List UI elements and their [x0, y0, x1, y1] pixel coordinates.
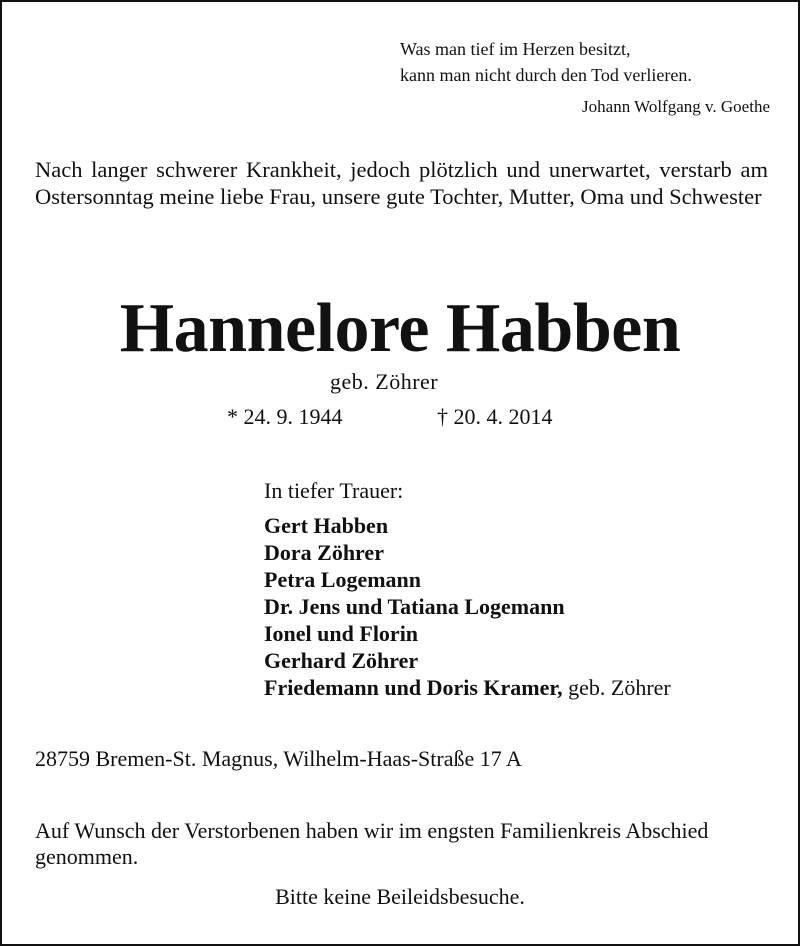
mourner-name: Gerhard Zöhrer	[264, 648, 419, 673]
mourner-name: Dr. Jens und Tatiana Logemann	[264, 594, 565, 619]
mourner-name: Gert Habben	[264, 513, 389, 538]
mourner-name-last	[264, 674, 671, 701]
no-visits-note: Bitte keine Beileidsbesuche.	[275, 884, 525, 909]
farewell-note: Auf Wunsch der Verstorbenen haben wir im engsten Familienkreis Abschied genommen.	[35, 818, 709, 869]
address: 28759 Bremen-St. Magnus, Wilhelm-Haas-Straße 17 A	[35, 746, 522, 771]
mourning-label: In tiefer Trauer:	[264, 478, 404, 503]
mourner-name: Friedemann und Doris Kramer,	[264, 675, 563, 700]
maiden-name: geb. Zöhrer	[330, 369, 439, 394]
mourner-name: Petra Logemann	[264, 567, 422, 592]
quote-line-2: kann man nicht durch den Tod verlieren.	[400, 65, 692, 85]
deceased-name: Hannelore Habben	[119, 290, 681, 367]
mourner-name: Dora Zöhrer	[264, 540, 384, 565]
goethe-quote	[400, 36, 692, 88]
mourner-suffix: geb. Zöhrer	[568, 675, 671, 700]
birth-date: * 24. 9. 1944	[227, 404, 343, 429]
death-date: † 20. 4. 2014	[437, 404, 553, 429]
intro-text: Nach langer schwerer Krankheit, jedoch plötzlich und unerwartet, verstarb am Ostersonntag meine liebe Frau, unsere gute Tochter, Mutter, Oma und Schwester	[35, 157, 768, 209]
quote-line-1: Was man tief im Herzen besitzt,	[400, 39, 631, 59]
mourner-name: Ionel und Florin	[264, 621, 419, 646]
quote-author: Johann Wolfgang v. Goethe	[582, 97, 770, 116]
mourner-list	[264, 512, 671, 701]
